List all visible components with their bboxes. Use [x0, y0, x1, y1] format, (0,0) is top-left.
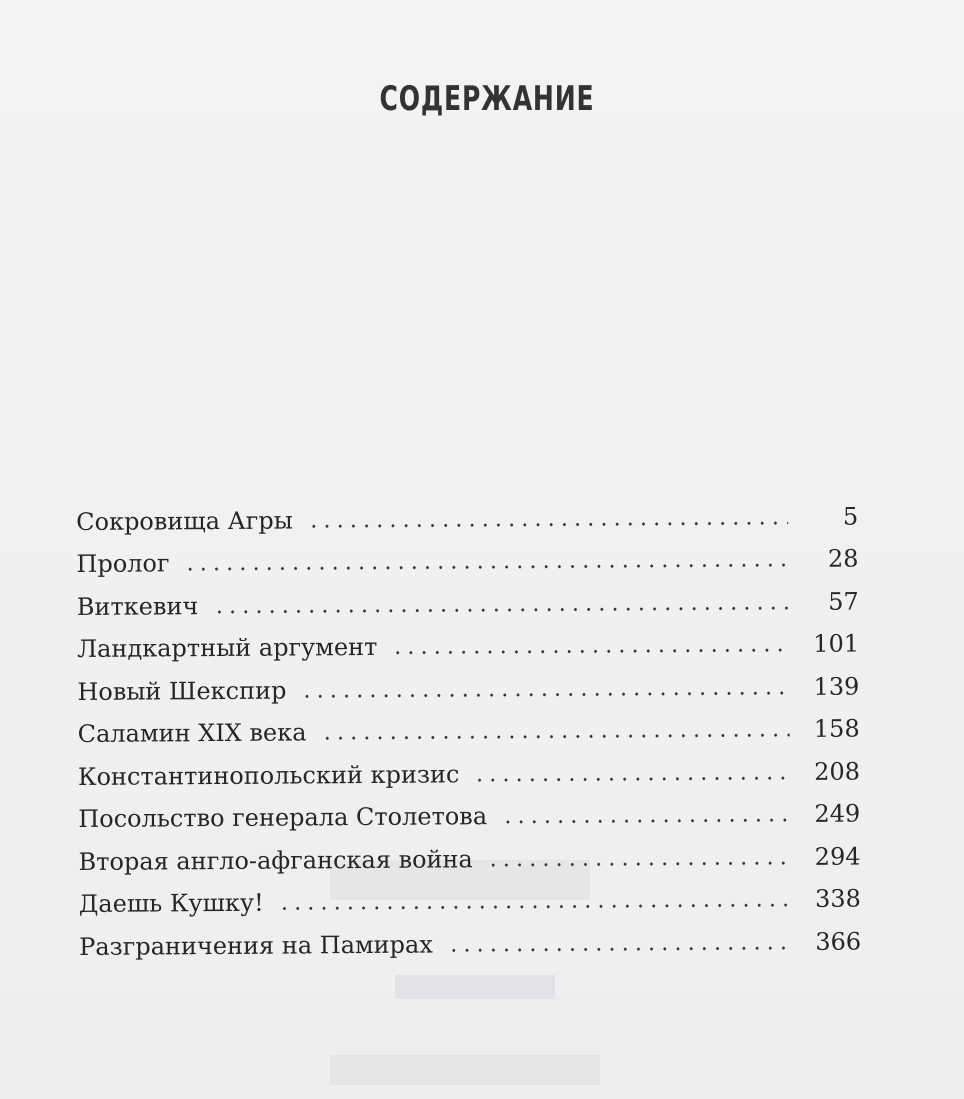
- toc-entry-title: Ландкартный аргумент: [76, 632, 378, 663]
- toc-entry-title: Константинопольский кризис: [77, 759, 460, 791]
- show-through-block: [395, 975, 555, 999]
- show-through-block: [330, 1055, 600, 1085]
- dot-leader: [487, 861, 791, 867]
- dot-leader: [321, 733, 790, 740]
- toc-entry: [77, 616, 859, 664]
- toc-entry-page: 139: [813, 672, 860, 701]
- toc-entry-page: 28: [827, 544, 859, 573]
- dot-leader: [501, 818, 790, 824]
- dot-leader: [278, 903, 791, 911]
- toc-entry-title: Вторая англо-афганская война: [78, 844, 473, 876]
- toc-entry-page: 101: [813, 629, 860, 658]
- dot-leader: [300, 691, 789, 698]
- toc-entry-page: 249: [814, 799, 861, 828]
- toc-entry-title: Пролог: [76, 549, 170, 578]
- toc-entry: [76, 489, 858, 537]
- page-title: СОДЕРЖАНИЕ: [379, 78, 595, 119]
- dot-leader: [212, 606, 789, 614]
- toc-entry: [77, 574, 859, 622]
- dot-leader: [307, 521, 788, 528]
- toc-entry: [78, 786, 860, 834]
- toc-entry-page: 338: [814, 884, 861, 913]
- toc-entry: [79, 914, 861, 962]
- toc-entry-title: Разграничения на Памирах: [79, 930, 433, 961]
- toc-entry-title: Новый Шекспир: [77, 676, 287, 706]
- toc-entry-page: 294: [814, 842, 861, 871]
- toc-entry-title: Сокровища Агры: [76, 505, 293, 536]
- toc-entry-page: 366: [815, 927, 862, 956]
- dot-leader: [473, 776, 790, 782]
- toc-entry: [78, 744, 860, 792]
- toc-entry-page: 158: [813, 714, 860, 743]
- toc-entry-page: 208: [814, 757, 861, 786]
- dot-leader: [184, 563, 789, 571]
- toc-entry-title: Саламин XIX века: [77, 718, 307, 748]
- toc-entry: [77, 701, 859, 749]
- toc-entry-page: 5: [842, 502, 859, 531]
- toc-entry-title: Посольство генерала Столетова: [78, 802, 488, 833]
- dot-leader: [447, 946, 791, 952]
- toc-entry: [79, 871, 861, 919]
- toc-entry: [77, 659, 859, 707]
- table-of-contents: [76, 489, 861, 962]
- toc-entry: [78, 829, 860, 877]
- dot-leader: [391, 648, 789, 655]
- toc-entry-title: Даешь Кушку!: [78, 888, 264, 918]
- toc-entry-title: Виткевич: [76, 591, 199, 621]
- toc-entry: [76, 531, 858, 579]
- toc-entry-page: 57: [828, 587, 859, 616]
